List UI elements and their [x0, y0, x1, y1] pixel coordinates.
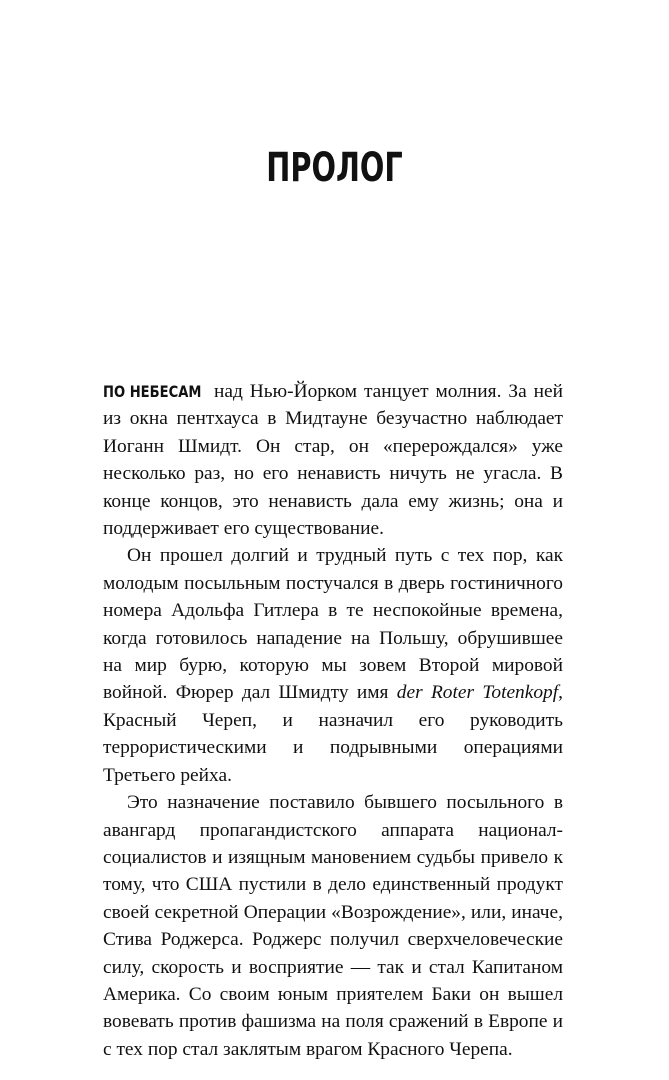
paragraph-3-text: Это назначение поставило бывшего посыльного в авангард пропагандистского аппарата национал-социалистов и изящным мановением судьбы привело к тому, что США пустили в дело единственный продукт своей секретной Операции «Возрождение», или, иначе, Стива Роджерса. Роджерс получил сверхчеловеческие силу, скорость и восприятие — так и стал Капитаном Америка. Со своим юным приятелем Баки он вышел вовевать против фашизма на поля сражений в Европе и с тех пор стал заклятым врагом Красного Черепа. [103, 792, 563, 1060]
paragraph-1 [103, 378, 563, 542]
paragraph-2-text-after: , Красный Череп, и назначил его руководить террористическими и подрывными операциями Третьего рейха. [103, 682, 563, 786]
paragraph-3 [103, 789, 563, 1063]
paragraph-1-text: над Нью-Йорком танцует молния. За ней из окна пентхауса в Мидтауне безучастно наблюдает Иоганн Шмидт. Он стар, он «перерождался» уже несколько раз, но его ненависть ничуть не угасла. В конце концов, это ненависть дала ему жизнь; она и поддерживает его существование. [103, 381, 563, 540]
paragraph-2 [103, 542, 563, 789]
lead-in-caps: ПО НЕБЕСАМ [103, 382, 202, 401]
body-text [103, 378, 563, 1063]
paragraph-2-text-before: Он прошел долгий и трудный путь с тех пор, как молодым посыльным постучался в дверь гостиничного номера Адольфа Гитлера в те неспокойные времена, когда готовилось нападение на Польшу, обрушившее на мир бурю, которую мы зовем Второй мировой войной. Фюрер дал Шмидту имя [103, 545, 563, 704]
chapter-title: ПРОЛОГ [266, 145, 403, 191]
paragraph-2-emphasis: der Roter Totenkopf [396, 682, 559, 704]
